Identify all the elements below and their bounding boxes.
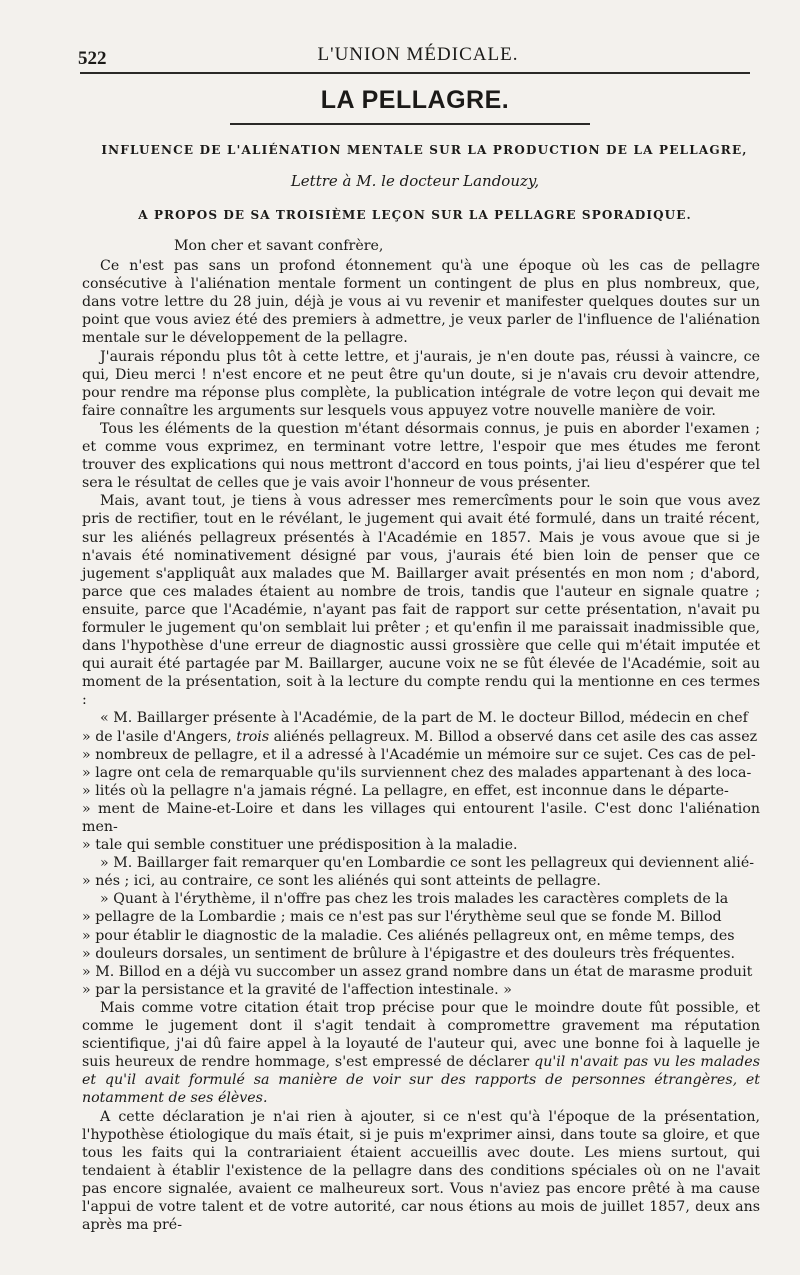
journal-title: L'UNION MÉDICALE. (317, 44, 519, 65)
article-subheading: INFLUENCE DE L'ALIÉNATION MENTALE SUR LA PRODUCTION DE LA PELLAGRE, (101, 143, 748, 157)
header-rule (80, 72, 750, 74)
paragraph: J'aurais répondu plus tôt à cette lettre, et j'aurais, je n'en doute pas, réussi à vaincre, ce qui, Dieu merci ! n'est encore et ne peut être qu'un doute, si je n'avais cru devoir attendre, pour rendre ma réponse plus complète, la publication intégrale de votre leçon qui devait me faire connaître les arguments sur lesquels vous appuyez votre nouvelle manière de voir. (82, 348, 760, 419)
article-subheading-2: A PROPOS DE SA TROISIÈME LEÇON SUR LA PELLAGRE SPORADIQUE. (138, 208, 692, 222)
title-rule (230, 123, 590, 125)
quote-line: » de l'asile d'Angers, trois aliénés pellagreux. M. Billod a observé dans cet asile des cas assez (82, 728, 758, 745)
letter-line: Lettre à M. le docteur Landouzy, (290, 172, 540, 190)
quote-line: » M. Baillarger fait remarquer qu'en Lombardie ce sont les pellagreux qui deviennent alié- (100, 855, 755, 872)
salutation: Mon cher et savant confrère, (174, 238, 384, 254)
quote-line: » nombreux de pellagre, et il a adressé à l'Académie un mémoire sur ce sujet. Ces cas de pel- (82, 746, 756, 763)
article-body (82, 233, 760, 1234)
quote-line: » lités où la pellagre n'a jamais régné. La pellagre, en effet, est inconnue dans le départe- (82, 782, 729, 799)
running-header (78, 36, 758, 70)
quote-line: « M. Baillarger présente à l'Académie, de la part de M. le docteur Billod, médecin en chef (100, 710, 748, 727)
paragraph (82, 999, 760, 1108)
italic-citation: qu'il n'avait pas vu les malades et qu'il avait formulé sa manière de voir sur des rapports de personnes étrangères, et notamment de ses élèves. (82, 1054, 760, 1107)
quote-line: » douleurs dorsales, un sentiment de brûlure à l'épigastre et des douleurs très fréquentes. (82, 945, 736, 962)
page-number: 522 (78, 48, 107, 69)
paragraph: Ce n'est pas sans un profond étonnement qu'à une époque où les cas de pellagre consécutive à l'aliénation mentale forment un contingent de plus en plus nombreux, que, dans votre lettre du 28 juin, déjà je vous ai vu revenir et manifester quelques doutes sur un point que vous aviez été des premiers à admettre, je veux parler de l'influence de l'aliénation mentale sur le développement de la pellagre. (82, 258, 760, 347)
quote-line: » tale qui semble constituer une prédisposition à la maladie. (82, 837, 518, 854)
paragraph: Mais, avant tout, je tiens à vous adresser mes remercîments pour le soin que vous avez pris de rectifier, tout en le révélant, le jugement qui avait été formulé, dans un traité récent, sur les aliénés pellagreux présentés à l'Académie en 1857. Mais je vous avoue que si je n'avais été nominativement désigné par vous, j'aurais été bien loin de penser que ce jugement s'appliquât aux malades que M. Baillarger avait présentés en mon nom ; d'abord, parce que ces malades étaient au nombre de trois, tandis que l'auteur en signale quatre ; ensuite, parce que l'Académie, n'ayant pas fait de rapport sur cette présentation, n'avait pu formuler le jugement qu'on semblait lui prêter ; et qu'enfin il me paraissait inadmissible que, dans l'hypothèse d'une erreur de diagnostic aussi grossière que celle qui m'était imputée et qui aurait été partagée par M. Baillarger, aucune voix ne se fût élevée de l'Académie, soit au moment de la présentation, soit à la lecture du compte rendu qui la mentionne en ces termes : (82, 493, 760, 709)
quote-line: » nés ; ici, au contraire, ce sont les aliénés qui sont atteints de pellagre. (82, 873, 601, 890)
article-title: LA PELLAGRE. (320, 86, 510, 114)
quote-line: » pour établir le diagnostic de la maladie. Ces aliénés pellagreux ont, en même temps, des (82, 927, 735, 944)
paragraph: A cette déclaration je n'ai rien à ajouter, si ce n'est qu'à l'époque de la présentation, l'hypothèse étiologique du maïs était, si je puis m'exprimer ainsi, dans toute sa gloire, et que tous les faits qui la contrariaient étaient accueillis avec doute. Les miens surtout, qui tendaient à établir l'existence de la pellagre dans des conditions spéciales où on ne l'avait pas encore signalée, avaient ce malheureux sort. Vous n'aviez pas encore prêté à ma cause l'appui de votre talent et de votre autorité, car nous étions au mois de juillet 1857, deux ans après ma pré- (82, 1108, 760, 1234)
quote-line: » M. Billod en a déjà vu succomber un assez grand nombre dans un état de marasme produit (82, 963, 753, 980)
quote-line: » lagre ont cela de remarquable qu'ils surviennent chez des malades appartenant à des loca- (82, 764, 752, 781)
paragraph-text: Mais comme votre citation était trop précise pour que le moindre doute fût possible, et comme le jugement dont il s'agit tendait à compromettre gravement ma réputation scientifique, j'ai dû faire appel à la loyauté de l'auteur qui, avec une bonne foi à laquelle je suis heureux de rendre hommage, s'est empressé de déclarer (82, 999, 760, 1071)
italic-word: trois (236, 728, 270, 745)
quote-line: » Quant à l'érythème, il n'offre pas chez les trois malades les caractères complets de la (100, 891, 729, 908)
quote-line: » pellagre de la Lombardie ; mais ce n'est pas sur l'érythème seul que se fonde M. Billod (82, 909, 722, 926)
quote-line: » par la persistance et la gravité de l'affection intestinale. » (82, 981, 512, 998)
quote-line: » ment de Maine-et-Loire et dans les villages qui entourent l'asile. C'est donc l'aliénation men- (82, 800, 760, 835)
paragraph: Tous les éléments de la question m'étant désormais connus, je puis en aborder l'examen ; et comme vous exprimez, en terminant votre lettre, l'espoir que mes études me feront trouver des explications qui nous mettront d'accord en tous points, j'ai lieu d'espérer que tel sera le résultat de celles que je vais avoir l'honneur de vous présenter. (82, 420, 760, 492)
